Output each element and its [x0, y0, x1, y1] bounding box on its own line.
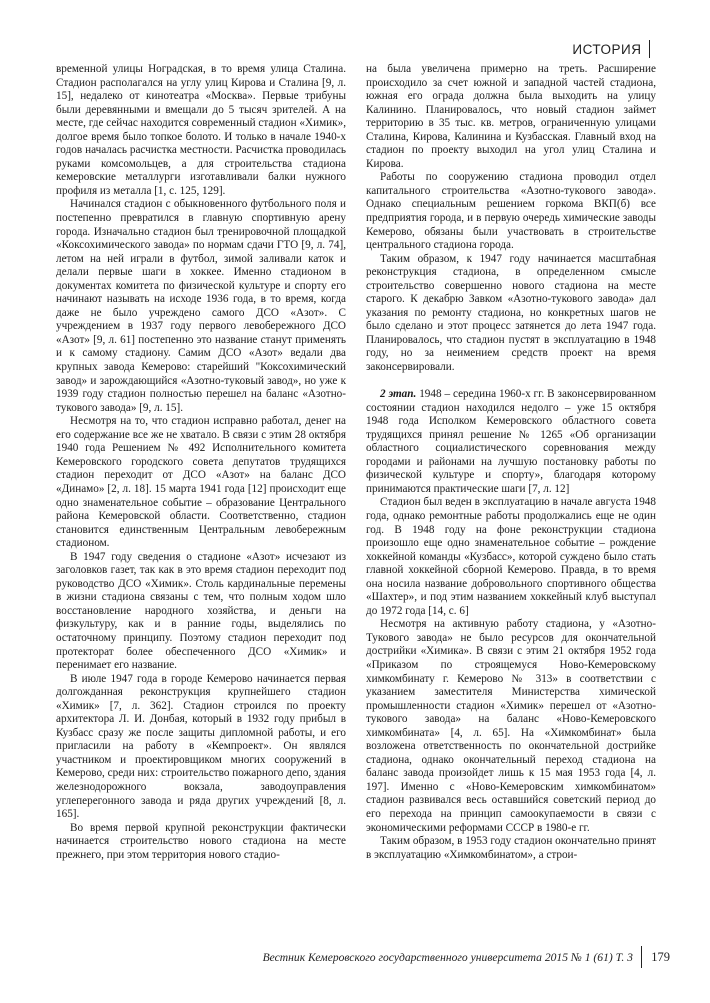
stage-label: 2 этап.	[380, 388, 417, 401]
paragraph: Таким образом, в 1953 году стадион окончательно принят в эксплуатацию «Химкомбинатом», а строи-	[366, 835, 656, 861]
section-title: ИСТОРИЯ	[572, 41, 642, 57]
stage-paragraph	[366, 388, 656, 496]
stage-text: 1948 – середина 1960-х гг. В законсервированном состоянии стадион находился недолго – уже 15 октября 1948 года Исполком Кемеровского областного совета трудящихся принял решение № 1265 «Об организации областного социалистического соревнования между городами и районами на лучшую постановку работы по физической культуре и спорту», благодаря которому принимаются практические шаги [7, л. 12]	[366, 388, 657, 495]
paragraph: временной улицы Ноградская, в то время улица Сталина. Стадион располагался на углу улиц Кирова и Сталина [9, л. 15], недалеко от кинотеатра «Москва». Первые трибуны были деревянными и вмещали до 5 тысяч зрителей. А на месте, где сейчас находится современный стадион «Химик», долгое время было топкое болото. И только в начале 1940-х годов началась расчистка местности. Расчистка проводилась руками комсомольцев, а для строительства стадиона кемеровские металлурги изготавливали балки нужного профиля из металла [1, с. 125, 129].	[56, 63, 346, 197]
running-footer	[263, 946, 670, 968]
paragraph: Стадион был веден в эксплуатацию в начале августа 1948 года, однако ремонтные работы продолжались еще не один год. В 1948 году на фоне реконструкции стадиона произошло еще одно знаменательное событие – рождение хоккейной команды «Кузбасс», которой суждено было стать главной хоккейной сборной Кемерово. Правда, в то время она носила название добровольного спортивного общества «Шахтер», и под этим названием хоккейный клуб выступал до 1972 года [14, с. 6]	[366, 496, 656, 617]
paragraph: В июле 1947 года в городе Кемерово начинается первая долгожданная реконструкция крупнейшего стадион «Химик» [7, л. 362]. Стадион строился по проекту архитектора Л. И. Донбая, который в 1932 году прибыл в Кузбасс сразу же после защиты дипломной работы, и его пригласили на работу в «Кемпроект». Он являлся участником и проектировщиком многих сооружений в Кемерово, среди них: строительство пожарного депо, здания железнодорожного вокзала, заводоуправления углеперегонного завода и ряда других учреждений [8, л. 165].	[56, 672, 346, 821]
paragraph: на была увеличена примерно на треть. Расширение происходило за счет южной и западной частей стадиона, южная его ограда должна была выходить на улицу Калинино. Планировалось, что новый стадион займет территорию в 35 тыс. кв. метров, ограниченную улицами Сталина, Кирова, Калинина и Кузбасская. Главный вход на стадион по проекту выходил на угол улиц Сталина и Кирова.	[366, 63, 656, 170]
paragraph: Несмотря на активную работу стадиона, у «Азотно-Тукового завода» не было ресурсов для окончательной дострийки «Химика». В связи с этим 21 октября 1952 года «Приказом по строящемуся Ново-Кемеровскому химкомбинату г. Кемерово № 313» в соответствии с указанием заместителя Министерства химической промышленности стадион «Химик» перешел от «Азотно-тукового завода» на баланс «Ново-Кемеровского химкомбината» [4, л. 65]. На «Химкомбинат» была возложена ответственность по окончательной дострийке стадиона, однако окончательный переход стадиона на баланс завода произойдет лишь к 15 мая 1953 года [4, л. 197]. Именно с «Ново-Кемеровским химкомбинатом» стадион развивался весь оставшийся советский период до его перехода на принцип самоокупаемости в связи с экономическими реформами СССР в 1980-е гг.	[366, 618, 656, 834]
paragraph: Таким образом, к 1947 году начинается масштабная реконструкция стадиона, в определенном смысле строительство совершенно нового стадиона на месте старого. К декабрю Завком «Азотно-тукового завода» дал указания по ремонту стадиона, но конкретных шагов не было сделано и этот процесс затянется до лета 1947 года. Планировалось, что стадион пустят в эксплуатацию в 1948 году, но за неимением средств проект на время законсервировали.	[366, 252, 656, 374]
page-number: 179	[651, 949, 670, 964]
right-column	[366, 63, 656, 862]
left-column	[56, 63, 346, 862]
article-body	[56, 63, 656, 862]
paragraph: В 1947 году сведения о стадионе «Азот» исчезают из заголовков газет, так как в это время стадион переходит под руководство ДСО «Химик». Столь кардинальные перемены в жизни стадиона связаны с тем, что полным ходом шло восстановление народного хозяйства, и деньги на физкультуру, как и в ранние годы, выделялись по остаточному принципу. Поэтому стадион переходит под протекторат более обеспеченного ДСО «Химик» и перенимает его название.	[56, 550, 346, 672]
journal-citation: Вестник Кемеровского государственного университета 2015 № 1 (61) Т. 3	[262, 950, 633, 964]
paragraph: Начинался стадион с обыкновенного футбольного поля и постепенно превратился в главную спортивную арену города. Изначально стадион был тренировочной площадкой «Коксохимического завода» по нормам сдачи ГТО [9, л. 74], летом на ней играли в футбол, зимой заливали каток и делали первые шаги в хоккее. Именно стадионом в документах комитета по физической культуре и спорту его начинают называть на исходе 1936 года, в то время, когда даже не было учреждено самого ДСО «Азот». С учреждением в 1937 году первого левобережного ДСО «Азот» [9, л. 61] постепенно это название станут применять и к самому стадиону. Самим ДСО «Азот» ведали два крупных завода Кемерово: старейший "Коксохимический завод» и зарождающийся «Азотно-туковый завод», но уже к 1939 году стадион полностью перешел на баланс «Азотно-тукового завода» [9, л. 15].	[56, 198, 346, 414]
paragraph: Работы по сооружению стадиона проводил отдел капитального строительства «Азотно-тукового завода». Однако специальным решением горкома ВКП(б) все предприятия города, и в первую очередь химические заводы Кемерово, обязаны были участвовать в строительстве центрального стадиона города.	[366, 171, 656, 252]
footer-divider	[641, 946, 642, 968]
header-divider	[649, 40, 651, 58]
paragraph: Во время первой крупной реконструкции фактически начинается строительство нового стадиона на месте прежнего, при этом территория нового стадио-	[56, 821, 346, 861]
running-header	[572, 40, 650, 58]
paragraph: Несмотря на то, что стадион исправно работал, денег на его содержание все же не хватало. В связи с этим 28 октября 1940 года Решением № 492 Исполнительного комитета Кемеровского городского совета депутатов трудящихся стадион переходит от ДСО «Азот» на баланс ДСО «Динамо» [2, л. 18]. 15 марта 1941 года [12] происходит еще одно знаменательное событие – образование Центрального района Кемеровской области. Соответственно, стадион становится единственным Центральным левобережным стадионом.	[56, 415, 346, 550]
